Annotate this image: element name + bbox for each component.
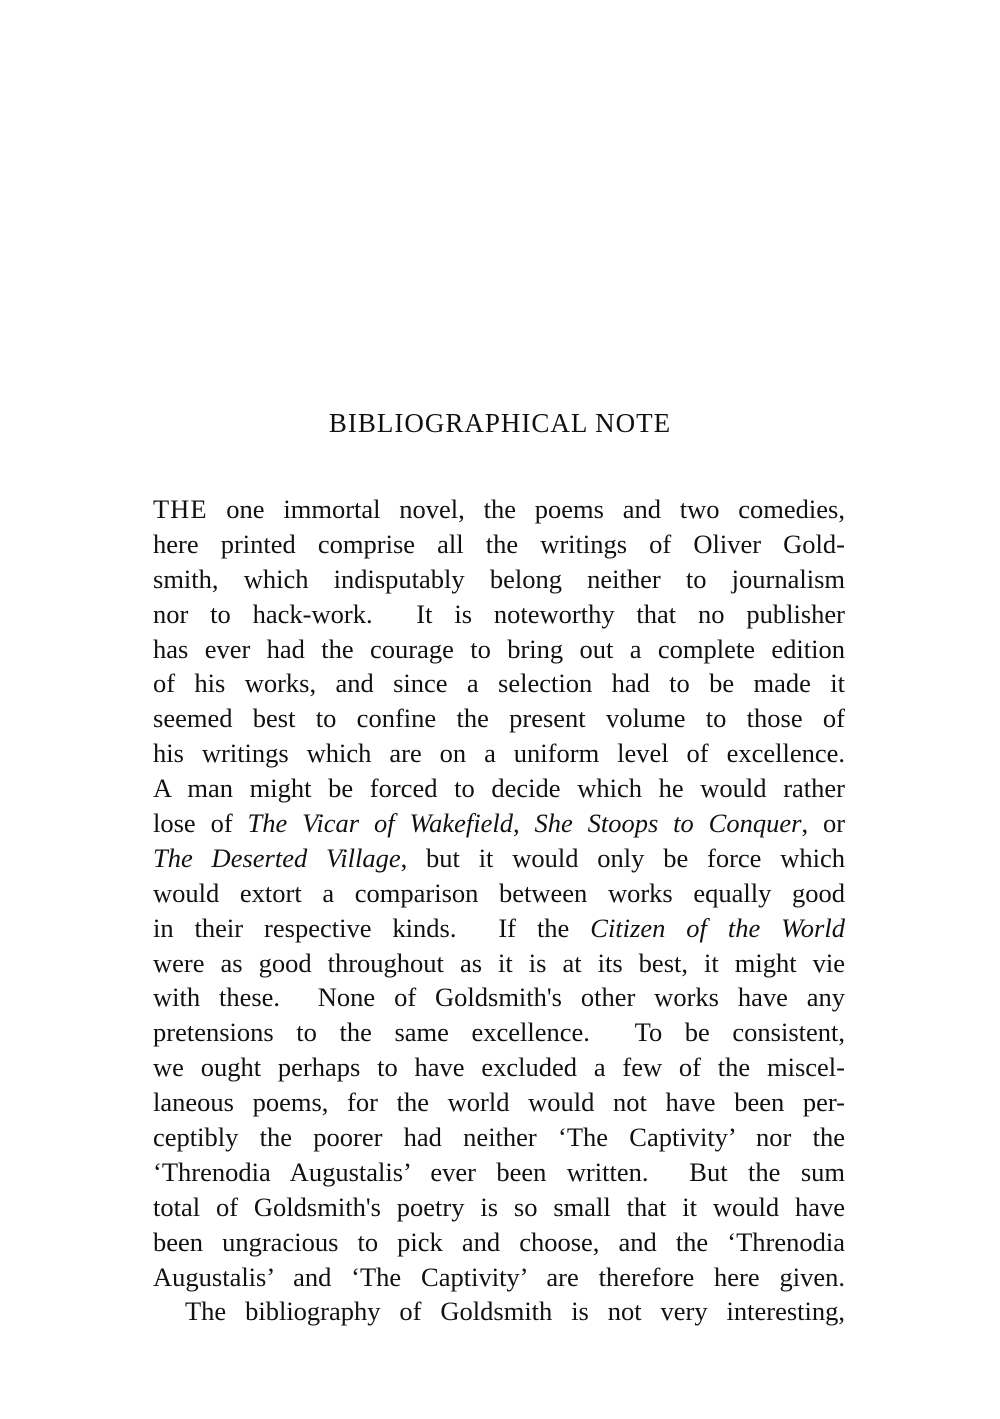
italic-title: Citizen of the World [590, 912, 845, 943]
text-line: here printed comprise all the writings of Oliver Gold- [153, 528, 845, 559]
body-text [153, 492, 845, 1329]
text-line: The bibliography of Goldsmith is not very interesting, [185, 1296, 845, 1327]
text-line: with these. None of Goldsmith's other works have any [153, 982, 845, 1013]
text-line: has ever had the courage to bring out a complete edition [153, 633, 845, 664]
text-line: total of Goldsmith's poetry is so small that it would have [153, 1191, 845, 1222]
text-line: his writings which are on a uniform level of excellence. [153, 738, 845, 769]
text-line: seemed best to confine the present volume to those of [153, 703, 845, 734]
text-line: nor to hack-work. It is noteworthy that no publisher [153, 598, 845, 629]
text-line: THE one immortal novel, the poems and two comedies, [153, 494, 845, 524]
text-line: ceptibly the poorer had neither ‘The Captivity’ nor the [153, 1122, 845, 1153]
text-line: pretensions to the same excellence. To be consistent, [153, 1017, 845, 1048]
text-line: The Deserted Village, but it would only be force which [153, 842, 845, 873]
text-line: Augustalis’ and ‘The Captivity’ are therefore here given. [153, 1261, 845, 1292]
text-line: been ungracious to pick and choose, and the ‘Threnodia [153, 1226, 845, 1257]
italic-title: The Vicar of Wakefield [247, 808, 513, 839]
text-line: lose of The Vicar of Wakefield, She Stoops to Conquer, or [153, 808, 845, 839]
text-line: ‘Threnodia Augustalis’ ever been written. But the sum [153, 1156, 845, 1187]
text-line: we ought perhaps to have excluded a few of the miscel- [153, 1052, 845, 1083]
text-line: in their respective kinds. If the Citizen of the World [153, 912, 845, 943]
italic-title: She Stoops to Conquer [534, 808, 802, 839]
text-line: would extort a comparison between works equally good [153, 877, 845, 908]
drop-word: THE [153, 494, 208, 524]
page-title: BIBLIOGRAPHICAL NOTE [328, 408, 672, 438]
text-line: laneous poems, for the world would not have been per- [153, 1087, 845, 1118]
text-line: smith, which indisputably belong neither to journalism [153, 563, 845, 594]
italic-title: The Deserted Village [153, 842, 401, 873]
text-line: were as good throughout as it is at its best, it might vie [153, 947, 845, 978]
text-line: A man might be forced to decide which he would rather [153, 773, 845, 804]
text-line: of his works, and since a selection had to be made it [153, 668, 845, 699]
